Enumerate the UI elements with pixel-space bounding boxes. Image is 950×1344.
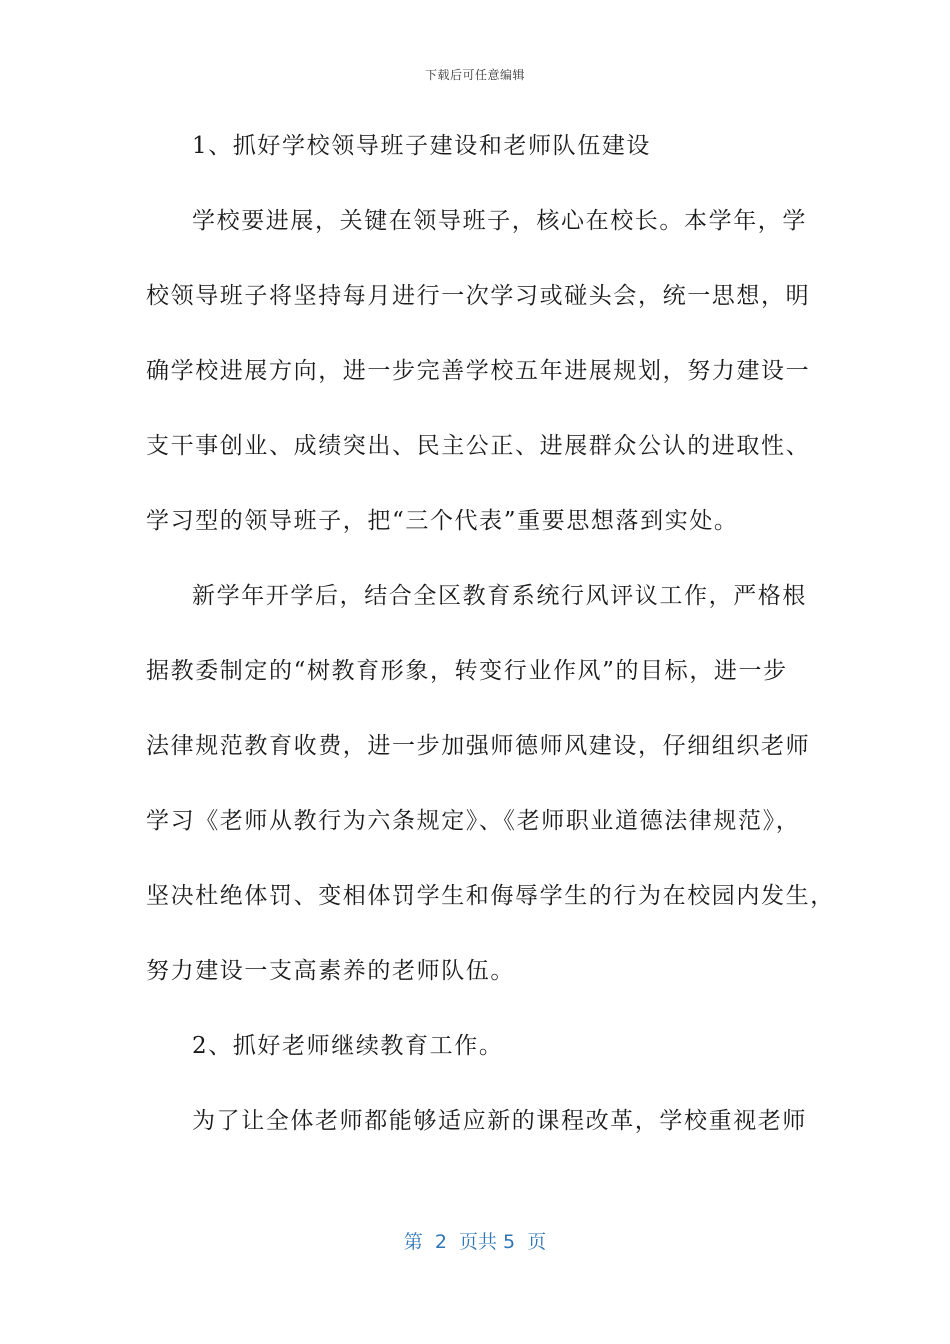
paragraph-line: 为了让全体老师都能够适应新的课程改革，学校重视老师: [192, 1108, 807, 1134]
paragraph-line: 学习《老师从教行为六条规定》、《老师职业道德法律规范》，: [146, 808, 801, 834]
paragraph-line: 支干事创业、成绩突出、民主公正、进展群众公认的进取性、: [146, 433, 811, 459]
section-heading-1: 1、抓好学校领导班子建设和老师队伍建设: [192, 133, 652, 159]
paragraph-line: 学校要进展，关键在领导班子，核心在校长。本学年，学: [192, 208, 807, 234]
header-note: 下载后可任意编辑: [424, 68, 525, 82]
paragraph-line: 努力建设一支高素养的老师队伍。: [146, 958, 515, 984]
paragraph-line: 新学年开学后，结合全区教育系统行风评议工作，严格根: [192, 583, 807, 609]
paragraph-line: 确学校进展方向，进一步完善学校五年进展规划，努力建设一: [146, 358, 811, 384]
paragraph-line: 法律规范教育收费，进一步加强师德师风建设，仔细组织老师: [146, 733, 811, 759]
paragraph-line: 坚决杜绝体罚、变相体罚学生和侮辱学生的行为在校园内发生，: [146, 883, 835, 909]
paragraph-line: 学习型的领导班子，把“三个代表”重要思想落到实处。: [146, 508, 739, 534]
section-heading-2: 2、抓好老师继续教育工作。: [192, 1033, 504, 1059]
paragraph-line: 据教委制定的“树教育形象，转变行业作风”的目标，进一步: [146, 658, 788, 684]
page-number-footer: 第 2 页共 5 页: [403, 1231, 547, 1253]
paragraph-line: 校领导班子将坚持每月进行一次学习或碰头会，统一思想，明: [146, 283, 811, 309]
